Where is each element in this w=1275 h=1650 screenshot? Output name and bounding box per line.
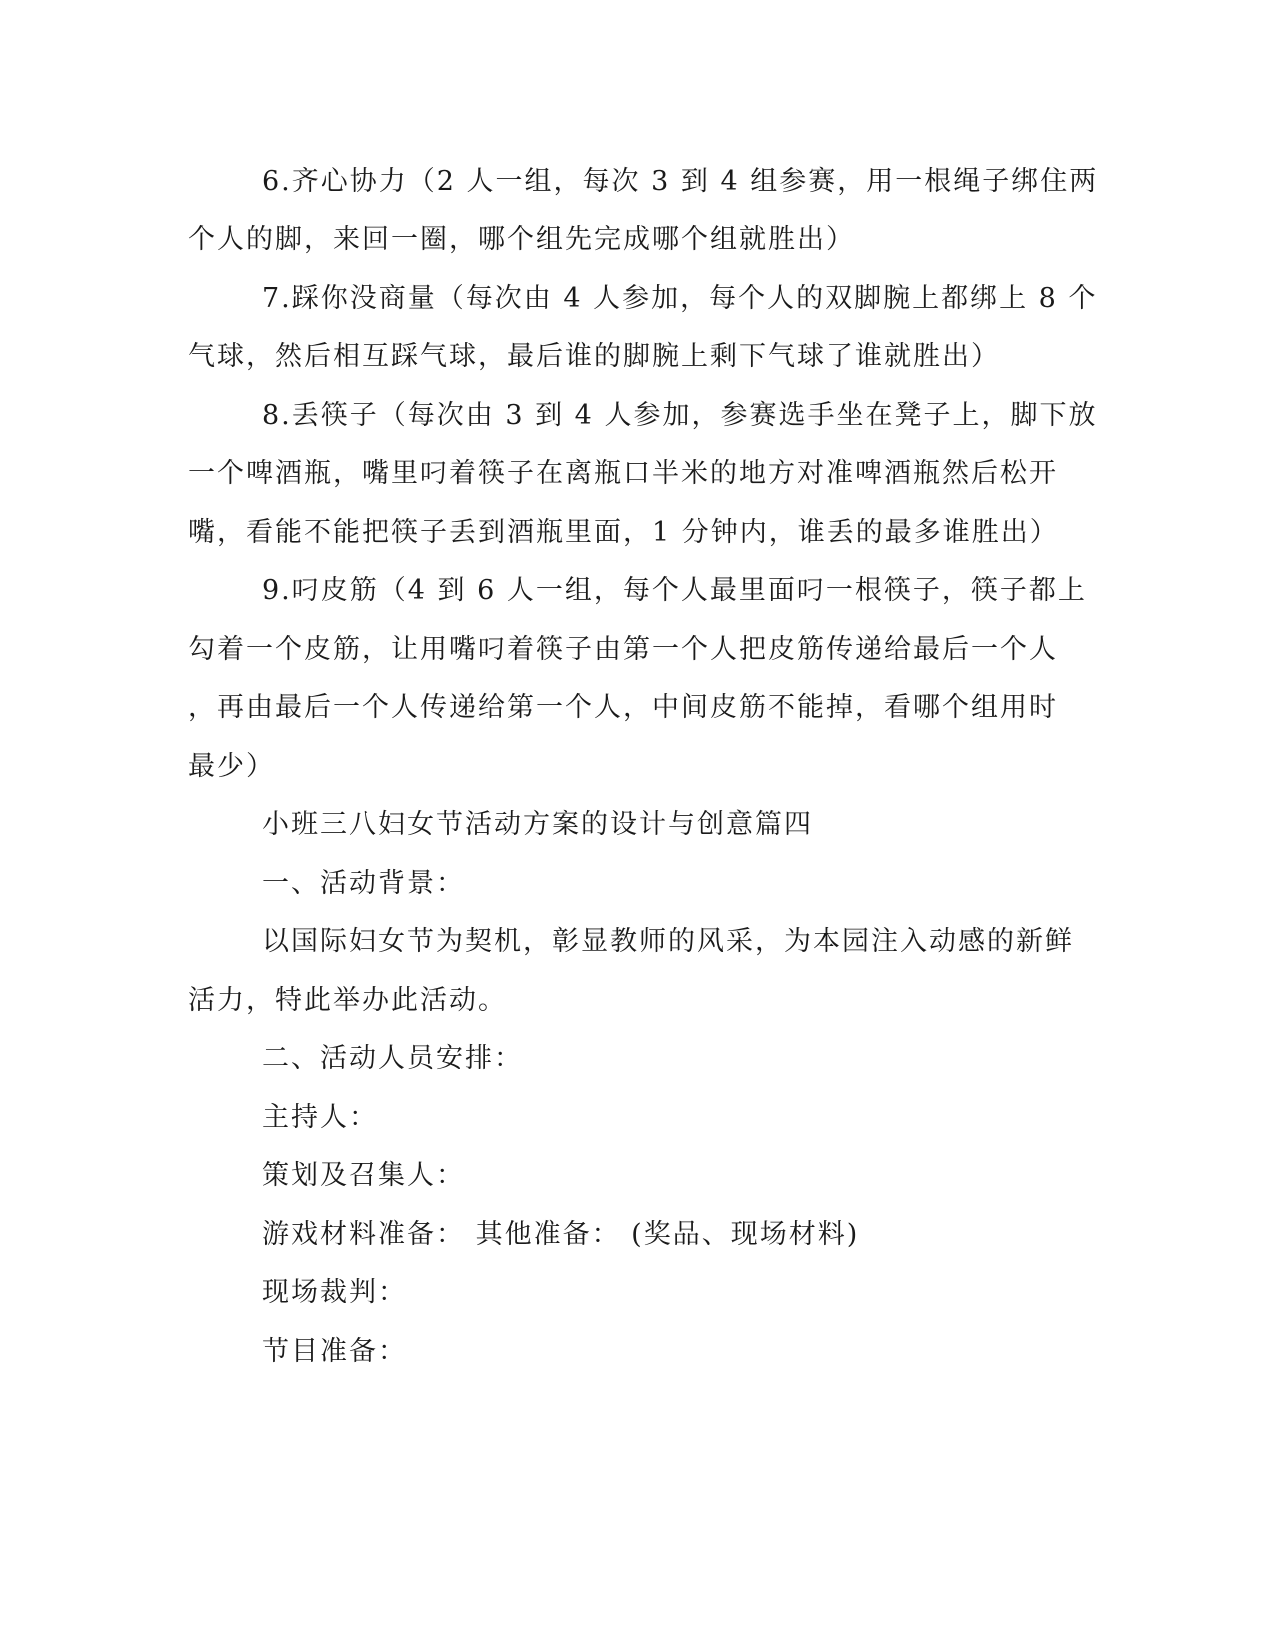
text-line: 气球，然后相互踩气球，最后谁的脚腕上剩下气球了谁就胜出） — [188, 341, 1000, 372]
text-line: 现场裁判： — [262, 1277, 407, 1308]
text-line: 活力，特此举办此活动。 — [188, 985, 507, 1016]
text-line: 游戏材料准备： 其他准备： (奖品、现场材料) — [262, 1219, 860, 1250]
section-heading: 小班三八妇女节活动方案的设计与创意篇四 — [262, 809, 813, 840]
text-line: 9.叼皮筋（4 到 6 人一组，每个人最里面叼一根筷子，筷子都上 — [262, 575, 1087, 606]
text-line: 以国际妇女节为契机，彰显教师的风采，为本园注入动感的新鲜 — [262, 926, 1074, 957]
subsection-heading: 一、活动背景： — [262, 868, 465, 899]
text-line: 8.丢筷子（每次由 3 到 4 人参加，参赛选手坐在凳子上，脚下放 — [262, 400, 1098, 431]
text-line: 勾着一个皮筋，让用嘴叼着筷子由第一个人把皮筋传递给最后一个人 — [188, 634, 1058, 665]
text-line: 嘴，看能不能把筷子丢到酒瓶里面，1 分钟内，谁丢的最多谁胜出） — [188, 517, 1059, 548]
text-line: 7.踩你没商量（每次由 4 人参加，每个人的双脚腕上都绑上 8 个 — [262, 283, 1098, 314]
text-line: 策划及召集人： — [262, 1160, 465, 1191]
text-line: 主持人： — [262, 1102, 378, 1133]
text-line: 6.齐心协力（2 人一组，每次 3 到 4 组参赛，用一根绳子绑住两 — [262, 166, 1099, 197]
text-line: 个人的脚，来回一圈，哪个组先完成哪个组就胜出） — [188, 224, 855, 255]
subsection-heading: 二、活动人员安排： — [262, 1043, 523, 1074]
text-line: 一个啤酒瓶，嘴里叼着筷子在离瓶口半米的地方对准啤酒瓶然后松开 — [188, 458, 1058, 489]
text-line: 最少） — [188, 751, 275, 782]
text-line: ，再由最后一个人传递给第一个人，中间皮筋不能掉，看哪个组用时 — [188, 692, 1058, 723]
text-line: 节目准备： — [262, 1336, 407, 1367]
